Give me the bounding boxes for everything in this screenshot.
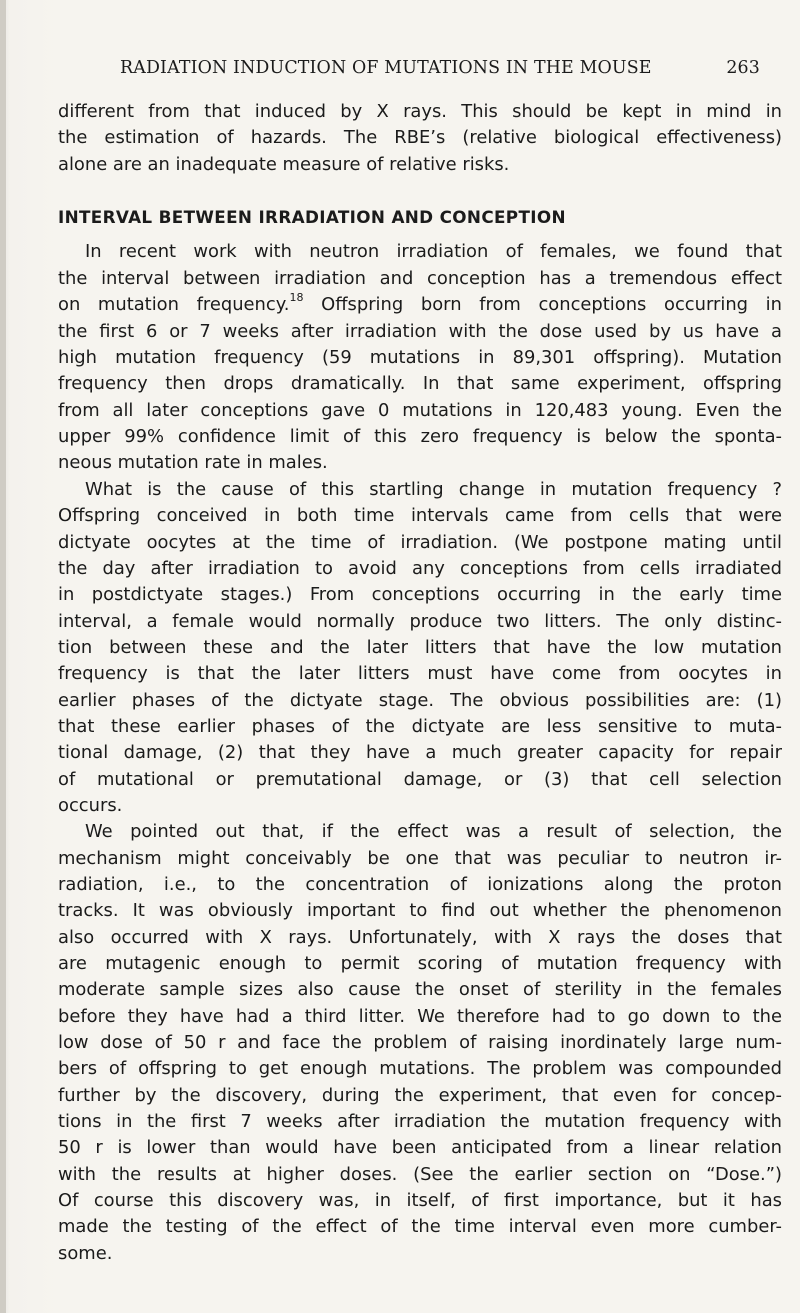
running-title: RADIATION INDUCTION OF MUTATIONS IN THE MOUSE	[120, 58, 652, 78]
para2-line: the day after irradiation to avoid any conceptions from cells irradiated	[58, 558, 782, 579]
para3-line: with the results at higher doses. (See the earlier section on “Dose.”)	[58, 1164, 782, 1185]
para3-line: some.	[58, 1243, 113, 1264]
para1-line: the first 6 or 7 weeks after irradiation with the dose used by us have a	[58, 321, 782, 342]
para3-line: bers of offspring to get enough mutations. The problem was compounded	[58, 1058, 782, 1079]
para3-line: moderate sample sizes also cause the onset of sterility in the females	[58, 979, 782, 1000]
para1-line: the interval between irradiation and conception has a tremendous effect	[58, 268, 782, 289]
para2-line: What is the cause of this startling change in mutation frequency ?	[85, 479, 782, 500]
para3-line: further by the discovery, during the experiment, that even for concep-	[58, 1085, 782, 1106]
para1-line3-start: on mutation frequency.	[58, 294, 290, 315]
para1-line-with-citation	[58, 292, 782, 318]
citation-reference-18: 18	[289, 291, 304, 304]
para1-line: In recent work with neutron irradiation of females, we found that	[85, 241, 782, 262]
para3-line: mechanism might conceivably be one that was peculiar to neutron ir-	[58, 848, 782, 869]
para2-line: occurs.	[58, 795, 123, 816]
para2-line: earlier phases of the dictyate stage. The obvious possibilities are: (1)	[58, 690, 782, 711]
para1-line3-end: Offspring born from conceptions occurring in	[303, 294, 782, 315]
para3-line: made the testing of the effect of the time interval even more cumber-	[58, 1216, 782, 1237]
para3-line: tions in the first 7 weeks after irradiation the mutation frequency with	[58, 1111, 782, 1132]
para2-line: in postdictyate stages.) From conceptions occurring in the early time	[58, 584, 782, 605]
para1-line: neous mutation rate in males.	[58, 452, 328, 473]
section-heading: INTERVAL BETWEEN IRRADIATION AND CONCEPTION	[58, 207, 566, 227]
para2-line: tional damage, (2) that they have a much greater capacity for repair	[58, 742, 782, 763]
para1-line: high mutation frequency (59 mutations in 89,301 offspring). Mutation	[58, 347, 782, 368]
para2-line: dictyate oocytes at the time of irradiation. (We postpone mating until	[58, 532, 782, 553]
para3-line: radiation, i.e., to the concentration of ionizations along the proton	[58, 874, 782, 895]
para2-line: frequency is that the later litters must have come from oocytes in	[58, 663, 782, 684]
intro-line: alone are an inadequate measure of relative risks.	[58, 154, 510, 175]
para3-line: We pointed out that, if the effect was a result of selection, the	[85, 821, 782, 842]
para3-line: also occurred with X rays. Unfortunately, with X rays the doses that	[58, 927, 782, 948]
para2-line: Offspring conceived in both time intervals came from cells that were	[58, 505, 782, 526]
page-number: 263	[726, 58, 760, 78]
para2-line: interval, a female would normally produce two litters. The only distinc-	[58, 611, 782, 632]
para3-line: low dose of 50 r and face the problem of raising inordinately large num-	[58, 1032, 782, 1053]
para1-line: upper 99% confidence limit of this zero frequency is below the sponta-	[58, 426, 782, 447]
running-head	[120, 58, 770, 78]
para3-line: Of course this discovery was, in itself, of first importance, but it has	[58, 1190, 782, 1211]
para3-line: are mutagenic enough to permit scoring of mutation frequency with	[58, 953, 782, 974]
intro-line: the estimation of hazards. The RBE’s (relative biological effectiveness)	[58, 127, 782, 148]
para1-line: frequency then drops dramatically. In that same experiment, offspring	[58, 373, 782, 394]
para2-line: that these earlier phases of the dictyate are less sensitive to muta-	[58, 716, 782, 737]
page-gutter-shadow	[0, 0, 6, 1313]
intro-line: different from that induced by X rays. This should be kept in mind in	[58, 101, 782, 122]
para3-line: 50 r is lower than would have been anticipated from a linear relation	[58, 1137, 782, 1158]
para2-line: of mutational or premutational damage, or (3) that cell selection	[58, 769, 782, 790]
para3-line: before they have had a third litter. We therefore had to go down to the	[58, 1006, 782, 1027]
para3-line: tracks. It was obviously important to find out whether the phenomenon	[58, 900, 782, 921]
para1-line: from all later conceptions gave 0 mutations in 120,483 young. Even the	[58, 400, 782, 421]
para2-line: tion between these and the later litters that have the low mutation	[58, 637, 782, 658]
